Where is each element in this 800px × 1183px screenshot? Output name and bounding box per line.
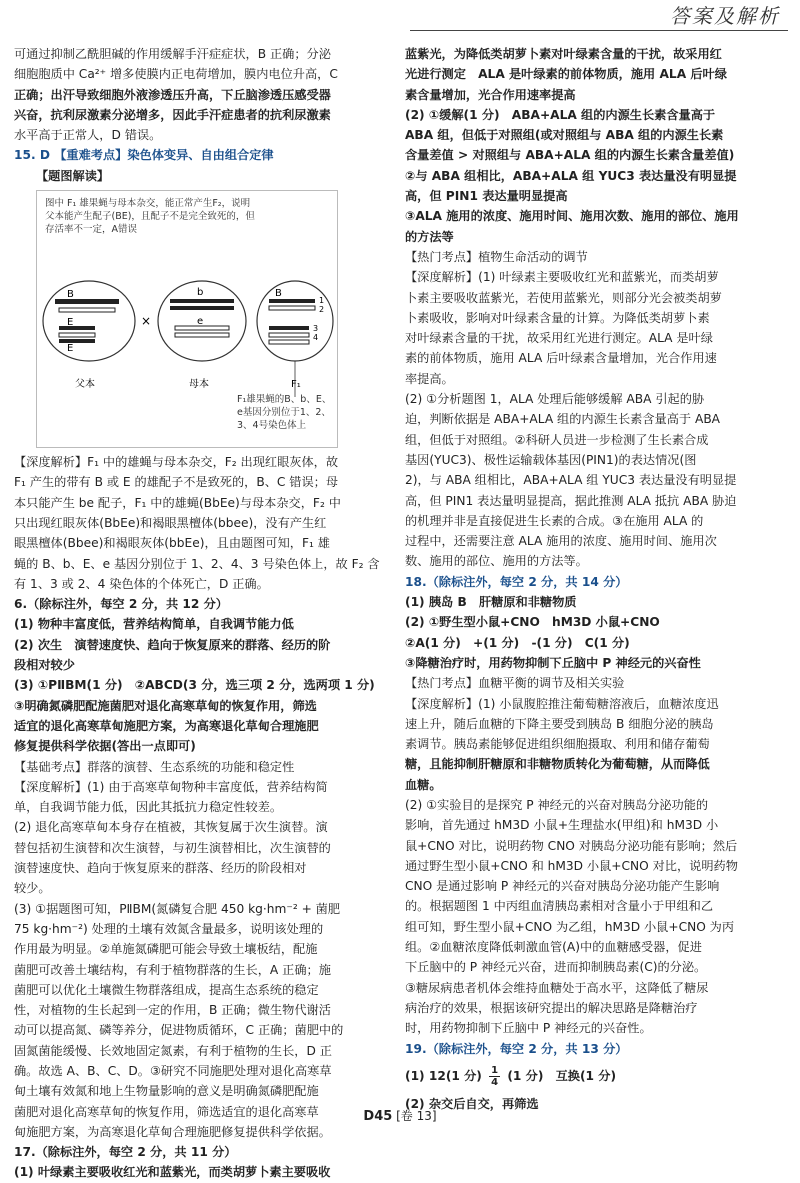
text-line: 菌肥对退化高寒草甸的恢复作用，筛选适宜的退化高寒草 — [14, 1104, 319, 1119]
text-line: 时，用药物抑制下丘脑中 P 神经元的兴奋性。 — [405, 1021, 652, 1036]
text-line: CNO 是通过影响 P 神经元的兴奋对胰岛分泌功能产生影响 — [405, 879, 720, 894]
text-line: 组可知，野生型小鼠+CNO 为乙组，hM3D 小鼠+CNO 为丙 — [405, 919, 735, 934]
question-19-heading: 19.（除标注外，每空 2 分，共 13 分） — [405, 1041, 628, 1056]
text-line: 【深度解析】(1) 小鼠腹腔推注葡萄糖溶液后，血糖浓度迅 — [405, 696, 719, 711]
answer-line: 的方法等 — [405, 229, 454, 244]
answer-line: 光进行测定 ALA 是叶绿素的前体物质，施用 ALA 后叶绿 — [405, 67, 727, 82]
answer-line: (3) ①PⅡBM(1 分) ②ABCD(3 分，选三项 2 分，选两项 1 分) — [14, 678, 375, 693]
text-line: (3) ①据题图可知，PⅡBM(氮磷复合肥 450 kg·hm⁻² + 菌肥 — [14, 901, 341, 916]
mother-label: 母本 — [189, 379, 209, 391]
f1-label: F₁ — [291, 379, 301, 391]
text-line: 2)，与 ABA 组相比，ABA+ALA 组 YUC3 表达量没有明显提 — [405, 473, 737, 488]
text-line: 迫，判断依据是 ABA+ALA 组的内源生长素含量高于 ABA — [405, 412, 721, 427]
answer-line: 适宜的退化高寒草甸施肥方案，为高寒退化草甸合理施肥 — [14, 718, 319, 733]
answer-line: ③降糖治疗时，用药物抑制下丘脑中 P 神经元的兴奋性 — [405, 655, 701, 670]
answer-line: 高，但 PIN1 表达量明显提高 — [405, 189, 568, 204]
text-line: 蝇的 B、b、E、e 基因分别位于 1、2、4、3 号染色体上，故 F₂ 含 — [14, 556, 380, 571]
question-15-heading: 15. D 【重难考点】染色体变异、自由组合定律 — [14, 148, 274, 163]
svg-text:E: E — [67, 343, 74, 355]
hot-point: 【热门考点】血糖平衡的调节及相关实验 — [405, 676, 625, 691]
text-line: 素调节。胰岛素能够促进组织细胞摄取、利用和储存葡萄 — [405, 737, 710, 752]
text-line: 确。故选 A、B、C、D。③研究不同施肥处理对退化高寒草 — [14, 1063, 332, 1078]
answer-line: 修复提供科学依据(答出一点即可) — [14, 739, 196, 754]
text-line: F₁ 产生的带有 B 或 E 的雄配子不是致死的，B、C 错误；母 — [14, 475, 339, 490]
figure-note: 图中 F₁ 雄果蝇与母本杂交，能正常产生F₂，说明父本能产生配子(BE)，且配子不是完全致死的，但存活率不一定，A错误 — [45, 198, 255, 236]
text-line: 影响，首先通过 hM3D 小鼠+生理盐水(甲组)和 hM3D 小 — [405, 818, 719, 833]
left-column — [14, 44, 398, 1183]
svg-text:e: e — [197, 316, 204, 328]
text-line: 菌肥可改善土壤结构，有利于植物群落的生长，A 正确；施 — [14, 962, 331, 977]
page-number: D45 — [363, 1109, 393, 1124]
text-line: 兴奋，抗利尿激素分泌增多，因此手汗症患者的抗利尿激素 — [14, 107, 331, 122]
answer-line: 段相对较少 — [14, 658, 75, 673]
q19-answer-b: (1 分) 互换(1 分) — [507, 1068, 617, 1083]
svg-text:B: B — [275, 288, 282, 300]
text-line: 单，自我调节能力低，因此其抵抗力稳定性较差。 — [14, 800, 283, 815]
chromosome-figure — [36, 190, 338, 448]
svg-text:2: 2 — [319, 305, 325, 315]
svg-text:E: E — [67, 317, 74, 329]
answer-line: (2) 次生 演替速度快、趋向于恢复原来的群落、经历的阶 — [14, 637, 331, 652]
text-line: 作用最为明显。②单施氮磷肥可能会导致土壤板结，配施 — [14, 942, 318, 957]
figure-label: 【题图解读】 — [36, 168, 110, 183]
text-line: 过程中，还需要注意 ALA 施用的浓度、施用时间、施用次 — [405, 534, 717, 549]
answer-line: ②A(1 分) +(1 分) -(1 分) C(1 分) — [405, 635, 630, 650]
basic-point: 【基础考点】群落的演替、生态系统的功能和稳定性 — [14, 759, 295, 774]
text-line: 血糖。 — [405, 777, 442, 792]
fraction-numerator: 1 — [491, 1064, 499, 1076]
svg-text:3: 3 — [313, 324, 319, 334]
text-line: (2) ①实验目的是探究 P 神经元的兴奋对胰岛分泌功能的 — [405, 797, 709, 812]
answer-line: 含量差值 > 对照组与 ABA+ALA 组的内源生长素含量差值) — [405, 148, 735, 163]
text-line: 正确；出汗导致细胞外液渗透压升高，下丘脑渗透压感受器 — [14, 87, 331, 102]
q19-answer-a: (1) 12(1 分) — [405, 1068, 482, 1083]
question-17-heading: 17.（除标注外，每空 2 分，共 11 分） — [14, 1145, 237, 1160]
svg-text:1: 1 — [319, 296, 325, 306]
answer-line: ③明确氮磷肥配施菌肥对退化高寒草甸的恢复作用，筛选 — [14, 698, 317, 713]
text-line: 速上升，随后血糖的下降主要受到胰岛 B 细胞分泌的胰岛 — [405, 716, 714, 731]
figure-note-2: F₁雄果蝇的B、b、E、e基因分别位于1、2、3、4号染色体上 — [237, 394, 332, 432]
text-line: 对叶绿素含量的干扰，故采用红光进行测定。ALA 是叶绿 — [405, 331, 713, 346]
answer-line: 蓝紫光，为降低类胡萝卜素对叶绿素含量的干扰，故采用红 — [405, 47, 722, 61]
text-line: 鼠+CNO 对比，说明药物 CNO 对胰岛分泌功能有影响；然后 — [405, 838, 738, 853]
text-line: 甸土壤有效氮和地上生物量影响的意义是明确氮磷肥配施 — [14, 1084, 319, 1099]
text-line: 演替速度快、趋向于恢复原来的群落、经历的阶段相对 — [14, 861, 307, 876]
text-line: 糖，且能抑制肝糖原和非糖物质转化为葡萄糖，从而降低 — [405, 757, 710, 772]
text-line: 本只能产生 be 配子，F₁ 中的雄蝇(BbEe)与母本杂交，F₂ 中 — [14, 495, 341, 510]
page-footer — [0, 1107, 800, 1124]
text-line: 的机理并非是直接促进生长素的合成。③在施用 ALA 的 — [405, 513, 704, 528]
answer-line: (1) 物种丰富度低，营养结构简单，自我调节能力低 — [14, 617, 294, 632]
svg-text:B: B — [67, 289, 74, 301]
text-line: (2) ①分析题图 1，ALA 处理后能够缓解 ABA 引起的胁 — [405, 392, 705, 407]
answer-line: 素含量增加，光合作用速率提高 — [405, 87, 576, 102]
text-line: 病治疗的效果，根据该研究提出的解决思路是降糖治疗 — [405, 1000, 698, 1015]
text-line: (2) 退化高寒草甸本身存在植被，其恢复属于次生演替。演 — [14, 820, 328, 835]
text-line: 固氮菌能缓慢、长效地固定氮素，有利于植物的生长，D 正 — [14, 1043, 332, 1058]
text-line: 下丘脑中的 P 神经元兴奋，进而抑制胰岛素(C)的分泌。 — [405, 960, 707, 975]
text-line: 【深度解析】(1) 叶绿素主要吸收红光和蓝紫光，而类胡萝 — [405, 270, 719, 285]
svg-text:4: 4 — [313, 333, 319, 343]
header-rule — [410, 30, 788, 31]
text-line: 【深度解析】(1) 由于高寒草甸物种丰富度低，营养结构简 — [14, 779, 328, 794]
fraction-denominator: 4 — [491, 1076, 499, 1088]
text-line: 率提高。 — [405, 371, 454, 386]
father-label: 父本 — [75, 379, 95, 391]
answer-line: (1) 叶绿素主要吸收红光和蓝紫光，而类胡萝卜素主要吸收 — [14, 1165, 331, 1180]
question-16-heading: 6.（除标注外，每空 2 分，共 12 分） — [14, 597, 228, 612]
answer-line: (2) ①缓解(1 分) ABA+ALA 组的内源生长素含量高于 — [405, 107, 716, 122]
text-line: 眼黑檀体(Bbee)和褐眼灰体(bbEe)，且由题图可知，F₁ 雄 — [14, 536, 330, 551]
text-line: 菌肥可以优化土壤微生物群落组成，提高生态系统的稳定 — [14, 982, 319, 997]
text-line: 组。②血糖浓度降低刺激血管(A)中的血糖感受器，促进 — [405, 940, 702, 955]
fraction — [489, 1065, 500, 1088]
cross-symbol: × — [141, 314, 152, 329]
answer-line: ②与 ABA 组相比，ABA+ALA 组 YUC3 表达量没有明显提 — [405, 168, 737, 183]
hot-point: 【热门考点】植物生命活动的调节 — [405, 249, 588, 264]
text-line: 数、施用的部位、施用的方法等。 — [405, 554, 588, 569]
text-line: 通过野生型小鼠+CNO 和 hM3D 小鼠+CNO 对比，说明药物 — [405, 858, 738, 873]
text-line: 基因(YUC3)、极性运输载体基因(PIN1)的表达情况(图 — [405, 452, 697, 467]
text-line: 75 kg·hm⁻²) 处理的土壤有效氮含量最多，说明该处理的 — [14, 921, 324, 936]
answer-line: (1) 胰岛 B 肝糖原和非糖物质 — [405, 595, 577, 610]
question-18-heading: 18.（除标注外，每空 2 分，共 14 分） — [405, 574, 628, 589]
answer-line — [405, 1065, 791, 1088]
text-line: 组，但低于对照组。②科研人员进一步检测了生长素合成 — [405, 432, 709, 447]
answer-line: (2) 杂交后自交，再筛选 — [405, 1096, 539, 1111]
text-line: 高，但 PIN1 表达量明显提高，据此推测 ALA 抵抗 ABA 胁迫 — [405, 493, 737, 508]
text-line: 有 1、3 或 2、4 染色体的个体死亡，D 正确。 — [14, 576, 269, 591]
answer-line: (2) ①野生型小鼠+CNO hM3D 小鼠+CNO — [405, 615, 660, 630]
text-line: 性，对植物的生长起到一定的作用，B 正确；微生物代谢活 — [14, 1003, 331, 1018]
text-line: 甸施肥方案，为高寒退化草甸合理施肥修复提供科学依据。 — [14, 1124, 331, 1139]
text-line: 动可以提高氮、磷等养分，促进物质循环，C 正确；菌肥中的 — [14, 1023, 344, 1038]
text-line: 水平高于正常人，D 错误。 — [14, 128, 162, 143]
text-line: 素的前体物质，施用 ALA 后叶绿素含量增加，光合作用速 — [405, 351, 717, 366]
text-line: 的。根据题图 1 中丙组血清胰岛素相对含量小于甲组和乙 — [405, 899, 714, 914]
answer-line: ③ALA 施用的浓度、施用时间、施用次数、施用的部位、施用 — [405, 209, 739, 224]
page-header-title: 答案及解析 — [670, 4, 780, 28]
volume-label: [卷 13] — [396, 1109, 437, 1123]
svg-text:b: b — [197, 287, 204, 299]
text-line: 【深度解析】F₁ 中的雄蝇与母本杂交，F₂ 出现红眼灰体，故 — [14, 455, 339, 470]
text-line: 卜素吸收，影响对叶绿素含量的计算。为降低类胡萝卜素 — [405, 310, 710, 325]
text-line: 细胞胞质中 Ca²⁺ 增多使膜内正电荷增加，膜内电位升高，C — [14, 67, 338, 82]
text-line: ③糖尿病患者机体会维持血糖处于高水平，这降低了糖尿 — [405, 980, 709, 995]
text-line: 只出现红眼灰体(BbEe)和褐眼黑檀体(bbee)，没有产生红 — [14, 515, 327, 530]
text-line: 卜素主要吸收蓝紫光，若使用蓝紫光，则部分光会被类胡萝 — [405, 290, 722, 305]
text-line: 较少。 — [14, 881, 51, 896]
text-line: 可通过抑制乙酰胆碱的作用缓解手汗症症状，B 正确；分泌 — [14, 47, 331, 61]
text-line: 替包括初生演替和次生演替，与初生演替相比，次生演替的 — [14, 840, 331, 855]
answer-line: ABA 组，但低于对照组(或对照组与 ABA 组的内源生长素 — [405, 128, 724, 143]
right-column — [405, 44, 791, 1114]
